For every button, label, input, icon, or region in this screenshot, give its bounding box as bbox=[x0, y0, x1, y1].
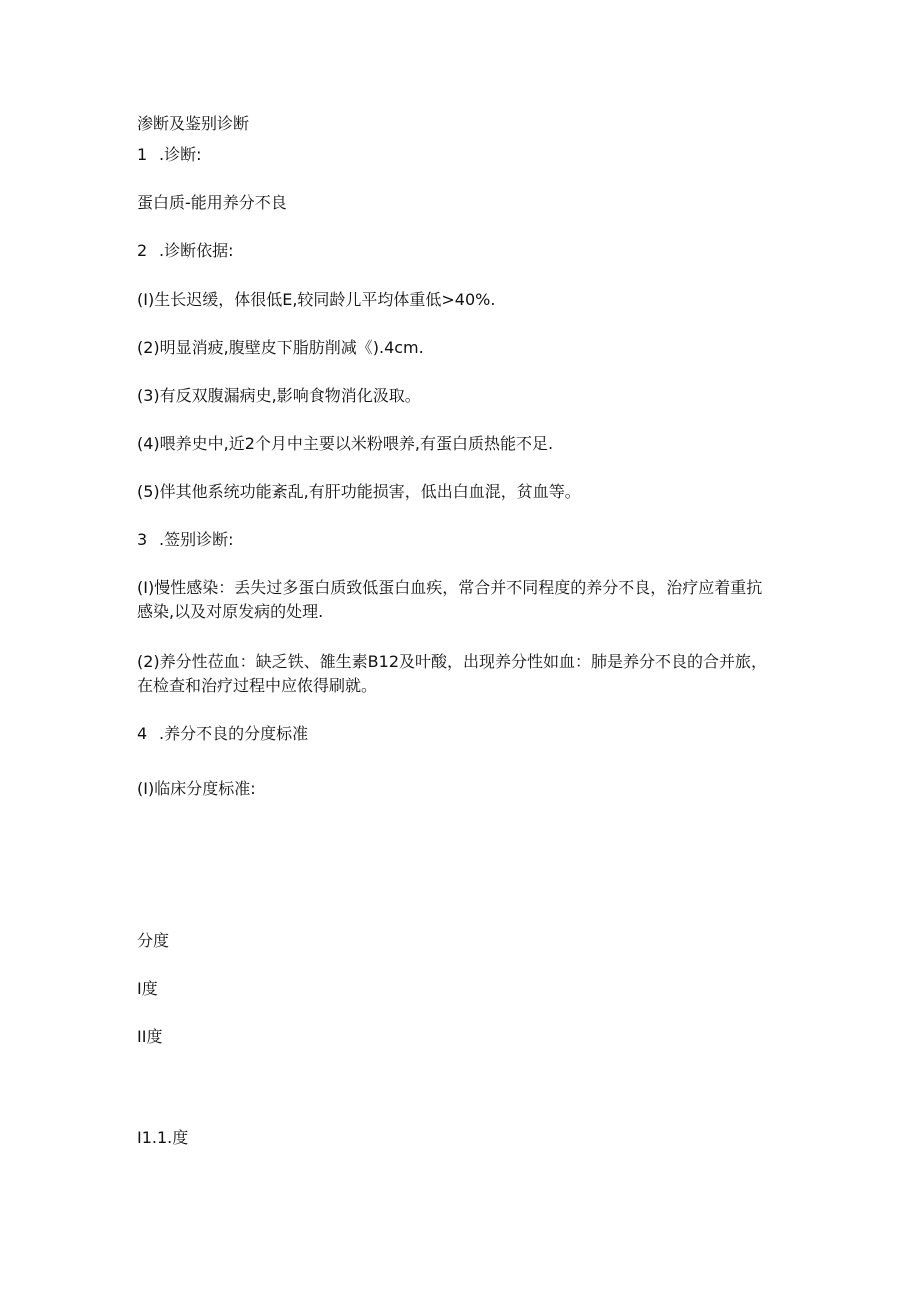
section-1-body: 蛋白质-能用养分不良 bbox=[137, 193, 287, 212]
differential-item-1: (I)慢性感染：丢失过多蛋白质致低蛋白血疾，常合并不同程度的养分不良，治疗应着重抗感染,以及对原发病的处理. bbox=[137, 578, 763, 621]
table-label-grade-2: II度 bbox=[137, 1027, 163, 1046]
table-label-grade-3: I1.1.度 bbox=[137, 1128, 189, 1147]
section-1-number: 1 bbox=[137, 145, 148, 164]
section-2-number: 2 bbox=[137, 241, 148, 260]
section-3-heading bbox=[137, 528, 233, 552]
section-3-title: .签别诊断: bbox=[159, 530, 234, 549]
section-4-number: 4 bbox=[137, 724, 148, 743]
table-label-grade-1: I度 bbox=[137, 979, 158, 998]
table-label-header: 分度 bbox=[137, 931, 170, 950]
basis-item-3: (3)有反双腹漏病史,影响食物消化汲取。 bbox=[137, 386, 421, 405]
section-3-number: 3 bbox=[137, 530, 148, 549]
document-title: 渗断及鉴别诊断 bbox=[137, 114, 250, 133]
section-2-title: .诊断依据: bbox=[159, 241, 234, 260]
section-2-heading bbox=[137, 239, 233, 263]
section-4-title: .养分不良的分度标准 bbox=[159, 724, 309, 743]
basis-item-4: (4)喂养史中,近2个月中主要以米粉喂养,有蛋白质热能不足. bbox=[137, 434, 554, 453]
section-1-heading bbox=[137, 143, 201, 167]
basis-item-2: (2)明显消疲,腹壁皮下脂肪削减《).4cm. bbox=[137, 338, 424, 357]
section-1-title: .诊断: bbox=[159, 145, 202, 164]
differential-item-2: (2)养分性莅血：缺乏铁、雒生素B12及叶酸，出现养分性如血：肺是养分不良的合并旅，在检查和治疗过程中应侬得刷就。 bbox=[137, 652, 768, 695]
section-4-subheading: (I)临床分度标准: bbox=[137, 779, 256, 798]
basis-item-1: (I)生长迟缓，体很低E,较同龄儿平均体重低>40%. bbox=[137, 290, 496, 309]
section-4-heading bbox=[137, 722, 308, 746]
basis-item-5: (5)伴其他系统功能紊乱,有肝功能损害，低出白血混，贫血等。 bbox=[137, 482, 581, 501]
